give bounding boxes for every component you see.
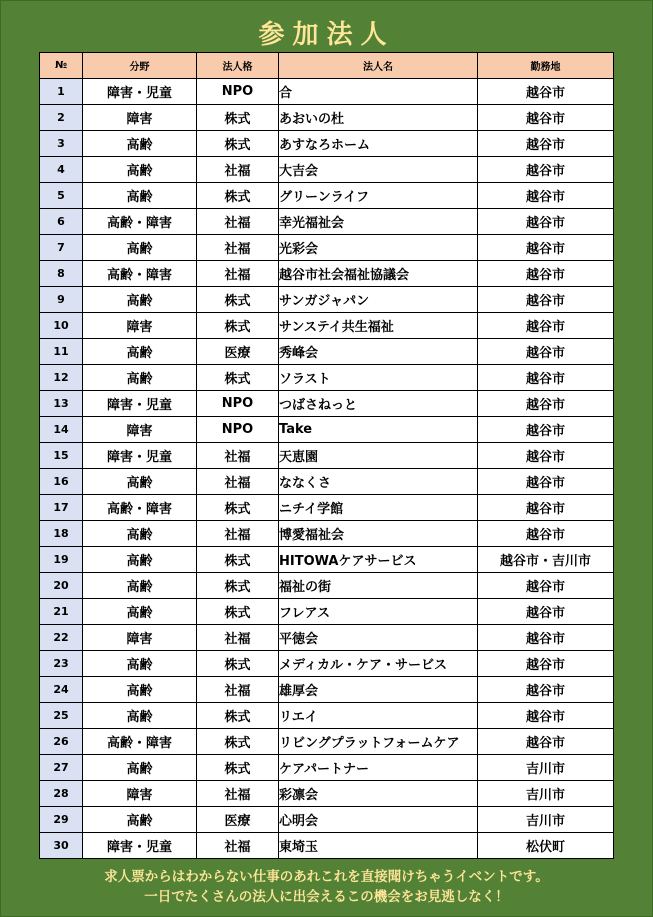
corp-type-cell: NPO bbox=[197, 417, 279, 443]
category-cell: 高齢 bbox=[83, 235, 197, 261]
corp-name-cell: ソラスト bbox=[279, 365, 478, 391]
corp-type-cell: 医療 bbox=[197, 807, 279, 833]
table-row bbox=[40, 625, 614, 651]
corp-type-cell: 株式 bbox=[197, 183, 279, 209]
category-cell: 高齢・障害 bbox=[83, 261, 197, 287]
corp-type-cell: 株式 bbox=[197, 495, 279, 521]
category-cell: 高齢 bbox=[83, 131, 197, 157]
location-cell: 越谷市 bbox=[478, 287, 614, 313]
corp-type-cell: 社福 bbox=[197, 781, 279, 807]
corp-type-cell: 株式 bbox=[197, 703, 279, 729]
category-cell: 障害 bbox=[83, 313, 197, 339]
category-cell: 高齢 bbox=[83, 157, 197, 183]
category-cell: 障害 bbox=[83, 417, 197, 443]
row-number: 10 bbox=[40, 313, 83, 339]
corp-name-cell: ニチイ学館 bbox=[279, 495, 478, 521]
category-cell: 高齢 bbox=[83, 469, 197, 495]
row-number: 30 bbox=[40, 833, 83, 859]
table-row bbox=[40, 365, 614, 391]
corp-name-cell: HITOWAケアサービス bbox=[279, 547, 478, 573]
location-cell: 越谷市 bbox=[478, 521, 614, 547]
corp-name-cell: 福祉の街 bbox=[279, 573, 478, 599]
location-cell: 越谷市 bbox=[478, 495, 614, 521]
table-row bbox=[40, 755, 614, 781]
location-cell: 越谷市 bbox=[478, 183, 614, 209]
corp-name-cell: 幸光福祉会 bbox=[279, 209, 478, 235]
location-cell: 越谷市 bbox=[478, 365, 614, 391]
corp-type-cell: NPO bbox=[197, 391, 279, 417]
table-row bbox=[40, 599, 614, 625]
location-cell: 松伏町 bbox=[478, 833, 614, 859]
table-row bbox=[40, 417, 614, 443]
category-cell: 高齢 bbox=[83, 547, 197, 573]
location-cell: 越谷市 bbox=[478, 209, 614, 235]
corp-type-cell: 社福 bbox=[197, 625, 279, 651]
corp-type-cell: 株式 bbox=[197, 313, 279, 339]
corp-name-cell: 東埼玉 bbox=[279, 833, 478, 859]
corp-type-cell: 社福 bbox=[197, 833, 279, 859]
location-cell: 越谷市 bbox=[478, 677, 614, 703]
corp-name-cell: メディカル・ケア・サービス bbox=[279, 651, 478, 677]
corp-type-cell: 社福 bbox=[197, 521, 279, 547]
table-row bbox=[40, 183, 614, 209]
location-cell: 越谷市 bbox=[478, 599, 614, 625]
table-row bbox=[40, 547, 614, 573]
row-number: 15 bbox=[40, 443, 83, 469]
corp-type-cell: 株式 bbox=[197, 131, 279, 157]
participants-table bbox=[39, 52, 614, 859]
row-number: 28 bbox=[40, 781, 83, 807]
header-no: № bbox=[40, 53, 83, 79]
row-number: 29 bbox=[40, 807, 83, 833]
category-cell: 障害 bbox=[83, 625, 197, 651]
corp-name-cell: 天恵園 bbox=[279, 443, 478, 469]
location-cell: 越谷市 bbox=[478, 235, 614, 261]
corp-type-cell: 株式 bbox=[197, 755, 279, 781]
page-title: 参加法人 bbox=[258, 20, 395, 50]
table-body bbox=[40, 79, 614, 859]
category-cell: 障害 bbox=[83, 105, 197, 131]
location-cell: 越谷市 bbox=[478, 625, 614, 651]
corp-name-cell: 博愛福祉会 bbox=[279, 521, 478, 547]
corp-name-cell: リエイ bbox=[279, 703, 478, 729]
location-cell: 吉川市 bbox=[478, 781, 614, 807]
corp-type-cell: 株式 bbox=[197, 573, 279, 599]
corp-type-cell: 社福 bbox=[197, 157, 279, 183]
location-cell: 越谷市 bbox=[478, 157, 614, 183]
corp-name-cell: 光彩会 bbox=[279, 235, 478, 261]
table-row bbox=[40, 521, 614, 547]
category-cell: 高齢 bbox=[83, 287, 197, 313]
row-number: 23 bbox=[40, 651, 83, 677]
location-cell: 越谷市 bbox=[478, 443, 614, 469]
location-cell: 越谷市 bbox=[478, 469, 614, 495]
location-cell: 越谷市 bbox=[478, 131, 614, 157]
row-number: 18 bbox=[40, 521, 83, 547]
corp-name-cell: あすなろホーム bbox=[279, 131, 478, 157]
corp-type-cell: 社福 bbox=[197, 261, 279, 287]
corp-name-cell: 大吉会 bbox=[279, 157, 478, 183]
row-number: 8 bbox=[40, 261, 83, 287]
table-row bbox=[40, 79, 614, 105]
table-row bbox=[40, 313, 614, 339]
row-number: 25 bbox=[40, 703, 83, 729]
row-number: 17 bbox=[40, 495, 83, 521]
footer-line-2: 一日でたくさんの法人に出会えるこの機会をお見逃しなく！ bbox=[144, 889, 509, 905]
corp-type-cell: 株式 bbox=[197, 547, 279, 573]
row-number: 22 bbox=[40, 625, 83, 651]
corp-type-cell: 医療 bbox=[197, 339, 279, 365]
corp-name-cell: 合 bbox=[279, 79, 478, 105]
header-category: 分野 bbox=[83, 53, 197, 79]
location-cell: 越谷市 bbox=[478, 729, 614, 755]
table-header-row bbox=[40, 53, 614, 79]
table-row bbox=[40, 209, 614, 235]
category-cell: 高齢・障害 bbox=[83, 209, 197, 235]
row-number: 7 bbox=[40, 235, 83, 261]
row-number: 2 bbox=[40, 105, 83, 131]
corp-name-cell: 心明会 bbox=[279, 807, 478, 833]
location-cell: 越谷市 bbox=[478, 79, 614, 105]
location-cell: 越谷市 bbox=[478, 261, 614, 287]
row-number: 19 bbox=[40, 547, 83, 573]
corp-type-cell: 株式 bbox=[197, 365, 279, 391]
category-cell: 高齢 bbox=[83, 703, 197, 729]
corp-name-cell: グリーンライフ bbox=[279, 183, 478, 209]
category-cell: 高齢 bbox=[83, 677, 197, 703]
location-cell: 吉川市 bbox=[478, 755, 614, 781]
table-row bbox=[40, 651, 614, 677]
table-row bbox=[40, 131, 614, 157]
table-row bbox=[40, 729, 614, 755]
corp-type-cell: 社福 bbox=[197, 469, 279, 495]
table-row bbox=[40, 703, 614, 729]
table-row bbox=[40, 469, 614, 495]
header-name: 法人名 bbox=[279, 53, 478, 79]
category-cell: 高齢 bbox=[83, 755, 197, 781]
corp-name-cell: 越谷市社会福祉協議会 bbox=[279, 261, 478, 287]
table-row bbox=[40, 495, 614, 521]
table-row bbox=[40, 677, 614, 703]
category-cell: 高齢 bbox=[83, 521, 197, 547]
row-number: 16 bbox=[40, 469, 83, 495]
corp-type-cell: 社福 bbox=[197, 235, 279, 261]
corp-type-cell: 株式 bbox=[197, 105, 279, 131]
corp-name-cell: ケアパートナー bbox=[279, 755, 478, 781]
category-cell: 障害・児童 bbox=[83, 391, 197, 417]
table-row bbox=[40, 443, 614, 469]
category-cell: 高齢 bbox=[83, 339, 197, 365]
location-cell: 吉川市 bbox=[478, 807, 614, 833]
corp-name-cell: フレアス bbox=[279, 599, 478, 625]
footer-line-1: 求人票からはわからない仕事のあれこれを直接聞けちゃうイベントです。 bbox=[104, 869, 549, 885]
category-cell: 障害 bbox=[83, 781, 197, 807]
row-number: 21 bbox=[40, 599, 83, 625]
category-cell: 高齢 bbox=[83, 807, 197, 833]
location-cell: 越谷市 bbox=[478, 339, 614, 365]
row-number: 27 bbox=[40, 755, 83, 781]
corp-type-cell: NPO bbox=[197, 79, 279, 105]
corp-type-cell: 株式 bbox=[197, 729, 279, 755]
table-row bbox=[40, 391, 614, 417]
row-number: 11 bbox=[40, 339, 83, 365]
table-row bbox=[40, 781, 614, 807]
row-number: 5 bbox=[40, 183, 83, 209]
table-row bbox=[40, 235, 614, 261]
table-row bbox=[40, 339, 614, 365]
corp-name-cell: サンステイ共生福祉 bbox=[279, 313, 478, 339]
table-row bbox=[40, 287, 614, 313]
row-number: 6 bbox=[40, 209, 83, 235]
corp-name-cell: 秀峰会 bbox=[279, 339, 478, 365]
corp-name-cell: サンガジャパン bbox=[279, 287, 478, 313]
row-number: 14 bbox=[40, 417, 83, 443]
category-cell: 高齢・障害 bbox=[83, 495, 197, 521]
category-cell: 高齢 bbox=[83, 573, 197, 599]
row-number: 13 bbox=[40, 391, 83, 417]
row-number: 3 bbox=[40, 131, 83, 157]
corp-name-cell: Take bbox=[279, 417, 478, 443]
corp-type-cell: 株式 bbox=[197, 599, 279, 625]
corp-name-cell: ななくさ bbox=[279, 469, 478, 495]
row-number: 24 bbox=[40, 677, 83, 703]
category-cell: 障害・児童 bbox=[83, 79, 197, 105]
row-number: 4 bbox=[40, 157, 83, 183]
corp-name-cell: 彩凛会 bbox=[279, 781, 478, 807]
row-number: 1 bbox=[40, 79, 83, 105]
category-cell: 障害・児童 bbox=[83, 443, 197, 469]
corp-name-cell: 平徳会 bbox=[279, 625, 478, 651]
corp-type-cell: 株式 bbox=[197, 287, 279, 313]
category-cell: 高齢 bbox=[83, 183, 197, 209]
table-row bbox=[40, 807, 614, 833]
table-row bbox=[40, 261, 614, 287]
table-row bbox=[40, 105, 614, 131]
location-cell: 越谷市 bbox=[478, 573, 614, 599]
category-cell: 高齢 bbox=[83, 599, 197, 625]
corp-type-cell: 株式 bbox=[197, 651, 279, 677]
category-cell: 高齢・障害 bbox=[83, 729, 197, 755]
location-cell: 越谷市 bbox=[478, 417, 614, 443]
corp-type-cell: 社福 bbox=[197, 677, 279, 703]
corp-type-cell: 社福 bbox=[197, 443, 279, 469]
corp-name-cell: リビングプラットフォームケア bbox=[279, 729, 478, 755]
corp-name-cell: つばさねっと bbox=[279, 391, 478, 417]
location-cell: 越谷市 bbox=[478, 313, 614, 339]
category-cell: 障害・児童 bbox=[83, 833, 197, 859]
row-number: 9 bbox=[40, 287, 83, 313]
corp-name-cell: 雄厚会 bbox=[279, 677, 478, 703]
table-row bbox=[40, 157, 614, 183]
row-number: 26 bbox=[40, 729, 83, 755]
location-cell: 越谷市 bbox=[478, 703, 614, 729]
category-cell: 高齢 bbox=[83, 365, 197, 391]
row-number: 20 bbox=[40, 573, 83, 599]
location-cell: 越谷市 bbox=[478, 651, 614, 677]
corp-type-cell: 社福 bbox=[197, 209, 279, 235]
location-cell: 越谷市 bbox=[478, 105, 614, 131]
corp-name-cell: あおいの杜 bbox=[279, 105, 478, 131]
row-number: 12 bbox=[40, 365, 83, 391]
category-cell: 高齢 bbox=[83, 651, 197, 677]
header-type: 法人格 bbox=[197, 53, 279, 79]
location-cell: 越谷市 bbox=[478, 391, 614, 417]
table-row bbox=[40, 833, 614, 859]
footer-message bbox=[0, 867, 653, 907]
table-row bbox=[40, 573, 614, 599]
header-location: 勤務地 bbox=[478, 53, 614, 79]
location-cell: 越谷市・吉川市 bbox=[478, 547, 614, 573]
